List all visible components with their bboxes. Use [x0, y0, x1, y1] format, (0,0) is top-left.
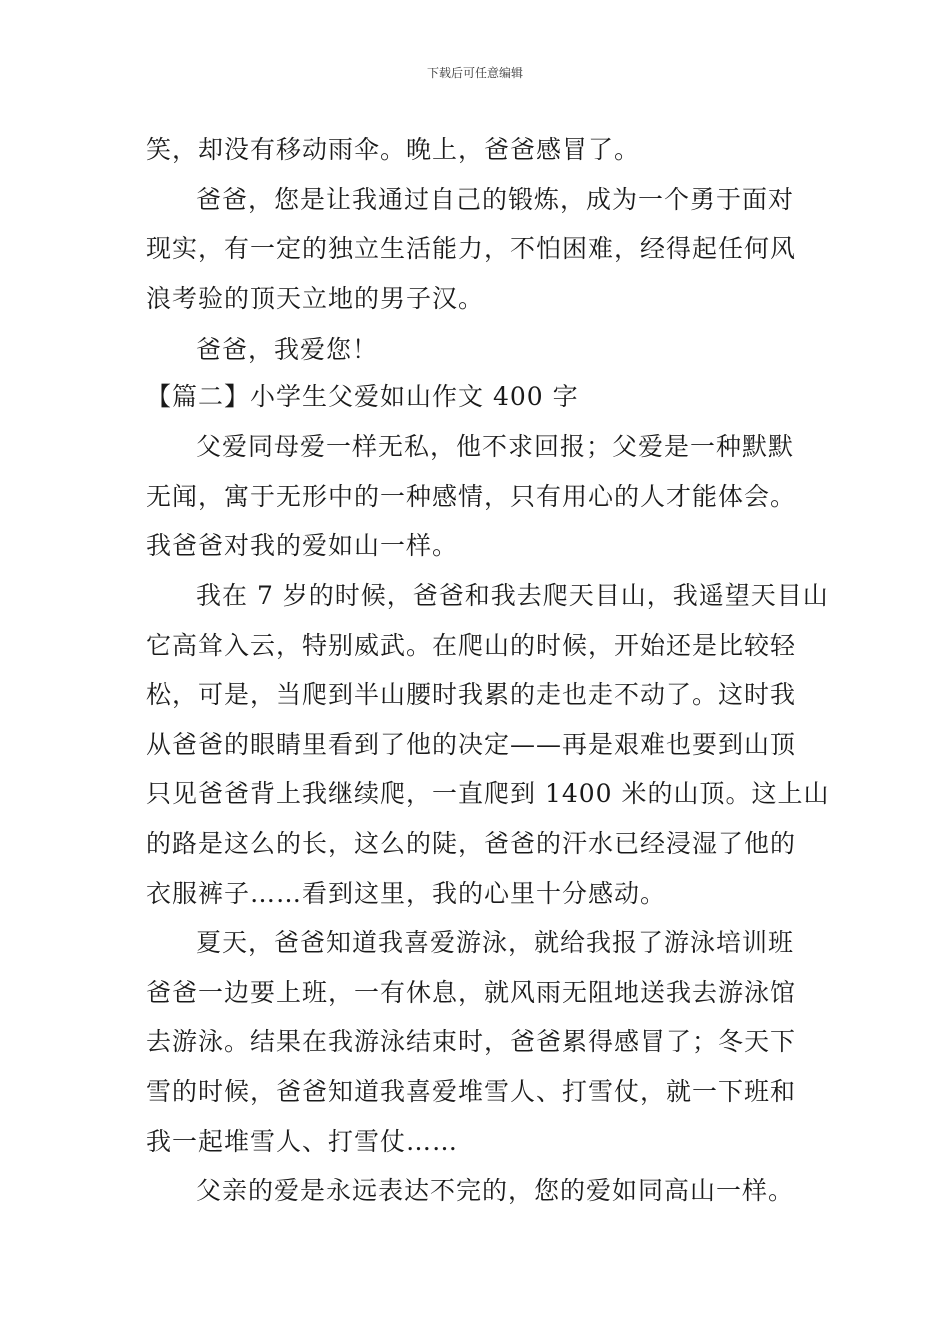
- paragraph-start: 我在 7 岁的时候，爸爸和我去爬天目山，我遥望天目山: [196, 581, 829, 610]
- text-line: 松，可是，当爬到半山腰时我累的走也走不动了。这时我: [146, 680, 797, 709]
- text-line: 的路是这么的长，这么的陡，爸爸的汗水已经浸湿了他的: [146, 829, 797, 858]
- text-line: 衣服裤子……看到这里，我的心里十分感动。: [146, 879, 667, 908]
- paragraph-start: 爸爸，我爱您！: [196, 335, 379, 364]
- text-line: 浪考验的顶天立地的男子汉。: [146, 284, 485, 313]
- text-line: 笑，却没有移动雨伞。晚上，爸爸感冒了。: [146, 135, 641, 164]
- paragraph-start: 父爱同母爱一样无私，他不求回报；父爱是一种默默: [196, 432, 795, 461]
- text-line: 我爸爸对我的爱如山一样。: [146, 531, 459, 560]
- text-line: 现实，有一定的独立生活能力，不怕困难，经得起任何风: [146, 234, 797, 263]
- page-header: 下载后可任意编辑: [426, 66, 523, 80]
- text-line: 雪的时候，爸爸知道我喜爱堆雪人、打雪仗，就一下班和: [146, 1077, 797, 1106]
- section-heading: 【篇二】小学生父爱如山作文 400 字: [146, 382, 579, 411]
- text-line: 它高耸入云，特别威武。在爬山的时候，开始还是比较轻: [146, 631, 797, 660]
- text-line: 只见爸爸背上我继续爬，一直爬到 1400 米的山顶。这上山: [146, 779, 830, 808]
- text-line: 从爸爸的眼睛里看到了他的决定——再是艰难也要到山顶: [146, 730, 797, 759]
- text-line: 无闻，寓于无形中的一种感情，只有用心的人才能体会。: [146, 482, 797, 511]
- text-line: 爸爸一边要上班，一有休息，就风雨无阻地送我去游泳馆: [146, 978, 797, 1007]
- text-line: 我一起堆雪人、打雪仗……: [146, 1127, 459, 1156]
- text-line: 去游泳。结果在我游泳结束时，爸爸累得感冒了；冬天下: [146, 1027, 797, 1056]
- paragraph-start: 夏天，爸爸知道我喜爱游泳，就给我报了游泳培训班: [196, 928, 795, 957]
- paragraph-start: 爸爸，您是让我通过自己的锻炼，成为一个勇于面对: [196, 185, 795, 214]
- paragraph-start: 父亲的爱是永远表达不完的，您的爱如同高山一样。: [196, 1176, 795, 1205]
